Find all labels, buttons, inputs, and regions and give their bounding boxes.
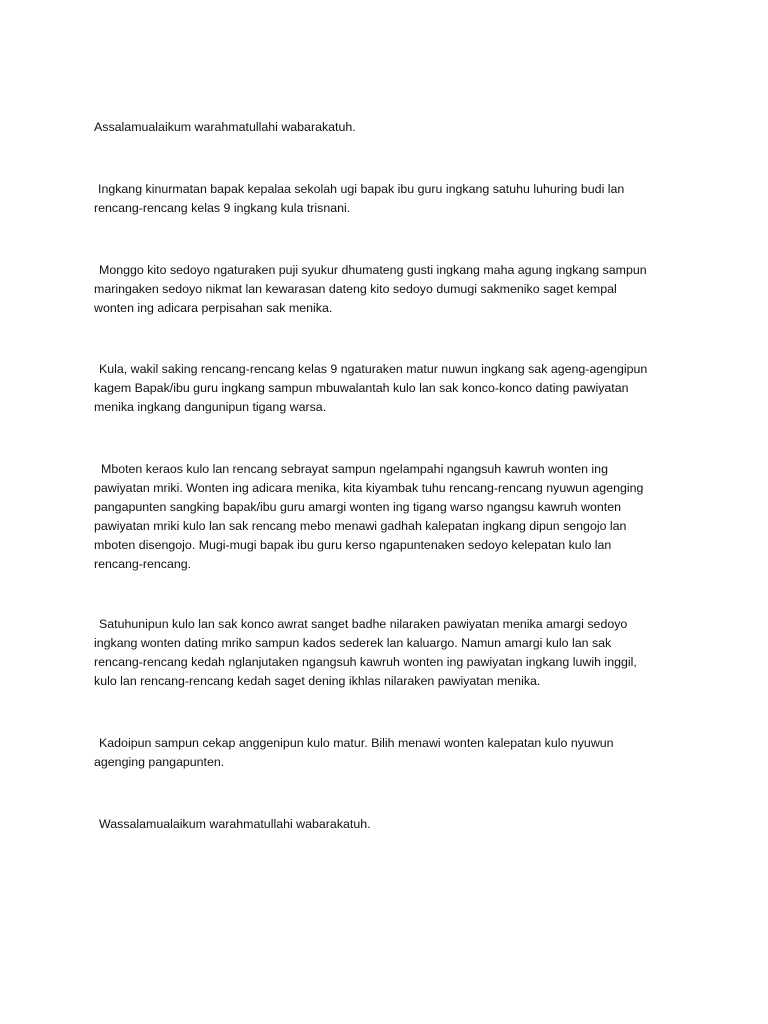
text-line: pawiyatan mriki kulo lan sak rencang mebo menawi gadhah kalepatan ingkang dipun sengojo lan (94, 519, 627, 533)
text-line: ingkang wonten dating mriko sampun kados sederek lan kaluargo. Namun amargi kulo lan sak (94, 636, 612, 650)
text-line: kulo lan rencang-rencang kedah saget dening ikhlas nilaraken pawiyatan menika. (94, 674, 541, 688)
text-line: wonten ing adicara perpisahan sak menika. (94, 301, 333, 315)
text-line: rencang-rencang. (94, 557, 192, 571)
paragraph-greeting (94, 118, 684, 137)
text-line: rencang-rencang kedah nglanjutaken ngangsuh kawruh wonten ing pawiyatan ingkang luwih inggil, (94, 655, 637, 669)
paragraph-salutation (94, 180, 684, 218)
text-line: Mboten keraos kulo lan rencang sebrayat sampun ngelampahi ngangsuh kawruh wonten ing (101, 462, 608, 476)
text-line: maringaken sedoyo nikmat lan kewarasan dateng kito sedoyo dumugi sakmeniko saget kempal (94, 282, 617, 296)
text-line: Wassalamualaikum warahmatullahi wabarakatuh. (99, 817, 371, 831)
text-line: Assalamualaikum warahmatullahi wabarakatuh. (94, 120, 356, 134)
text-line: mboten disengojo. Mugi-mugi bapak ibu guru kerso ngapuntenaken sedoyo kelepatan kulo lan (94, 538, 612, 552)
paragraph-thanks (94, 360, 684, 417)
text-line: Kula, wakil saking rencang-rencang kelas 9 ngaturaken matur nuwun ingkang sak ageng-agengipun (99, 362, 648, 376)
text-line: agenging pangapunten. (94, 755, 225, 769)
text-line: Satuhunipun kulo lan sak konco awrat sanget badhe nilaraken pawiyatan menika amargi sedoyo (99, 617, 628, 631)
text-line: Ingkang kinurmatan bapak kepalaa sekolah ugi bapak ibu guru ingkang satuhu luhuring budi lan (98, 182, 625, 196)
paragraph-gratitude (94, 261, 684, 318)
text-line: menika ingkang dangunipun tigang warsa. (94, 400, 327, 414)
paragraph-apology (94, 460, 684, 574)
text-line: kagem Bapak/ibu guru ingkang sampun mbuwalantah kulo lan sak konco-konco dating pawiyatan (94, 381, 629, 395)
text-line: pangapunten sangking bapak/ibu guru amargi wonten ing tigang warso ngangsu kawruh wonten (94, 500, 621, 514)
text-line: Monggo kito sedoyo ngaturaken puji syukur dhumateng gusti ingkang maha agung ingkang sampun (99, 263, 647, 277)
paragraph-farewell (94, 615, 684, 691)
paragraph-final-greeting (94, 815, 684, 834)
text-line: pawiyatan mriki. Wonten ing adicara menika, kita kiyambak tuhu rencang-rencang nyuwun agenging (94, 481, 644, 495)
text-line: Kadoipun sampun cekap anggenipun kulo matur. Bilih menawi wonten kalepatan kulo nyuwun (99, 736, 614, 750)
text-line: rencang-rencang kelas 9 ingkang kula trisnani. (94, 201, 351, 215)
paragraph-closing (94, 734, 684, 772)
